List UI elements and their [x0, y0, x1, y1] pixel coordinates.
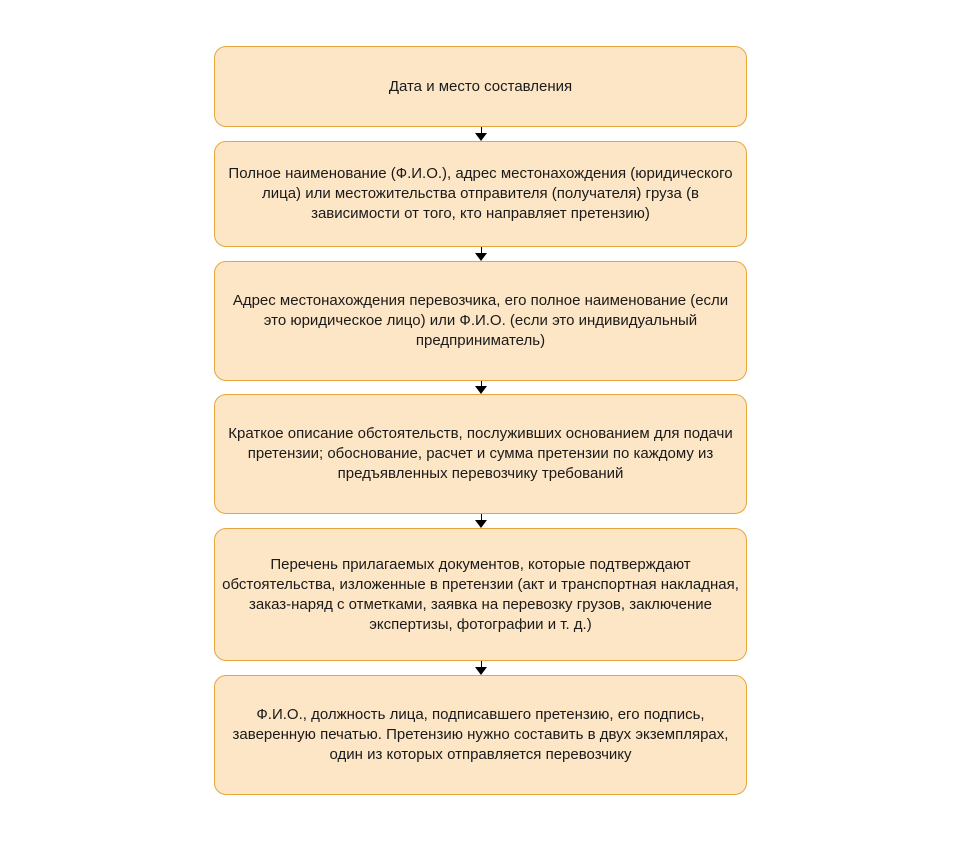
step-text-carrier-info: Адрес местонахождения перевозчика, его полное наименование (если это юридическое лицо) или Ф.И.О. (если это индивидуальный предприниматель)	[232, 292, 729, 349]
step-box-signatory	[214, 675, 747, 795]
step-box-claim-description	[214, 394, 747, 514]
step-text-sender-info: Полное наименование (Ф.И.О.), адрес местонахождения (юридического лица) или местожительства отправителя (получателя) груза (в зависимости от того, кто направляет претензию)	[228, 165, 733, 222]
arrow-connector	[475, 247, 487, 261]
arrow-connector	[475, 127, 487, 141]
step-text-claim-description: Краткое описание обстоятельств, послуживших основанием для подачи претензии; обоснование, расчет и сумма претензии по каждому из предъявленных перевозчику требований	[228, 425, 733, 482]
step-box-date-place	[214, 46, 747, 127]
step-box-attached-documents	[214, 528, 747, 661]
step-text-attached-documents: Перечень прилагаемых документов, которые подтверждают обстоятельства, изложенные в претензии (акт и транспортная накладная, заказ-наряд с отметками, заявка на перевозку грузов, заключение экспертизы, фотографии и т. д.)	[222, 555, 739, 633]
step-text-signatory: Ф.И.О., должность лица, подписавшего претензию, его подпись, заверенную печатью. Претензию нужно составить в двух экземплярах, один из которых отправляется перевозчику	[232, 706, 729, 763]
step-text-date-place: Дата и место составления	[388, 77, 573, 95]
arrow-connector	[475, 661, 487, 675]
step-box-sender-info	[214, 141, 747, 247]
step-box-carrier-info	[214, 261, 747, 381]
arrow-connector	[475, 514, 487, 528]
arrow-connector	[475, 381, 487, 394]
